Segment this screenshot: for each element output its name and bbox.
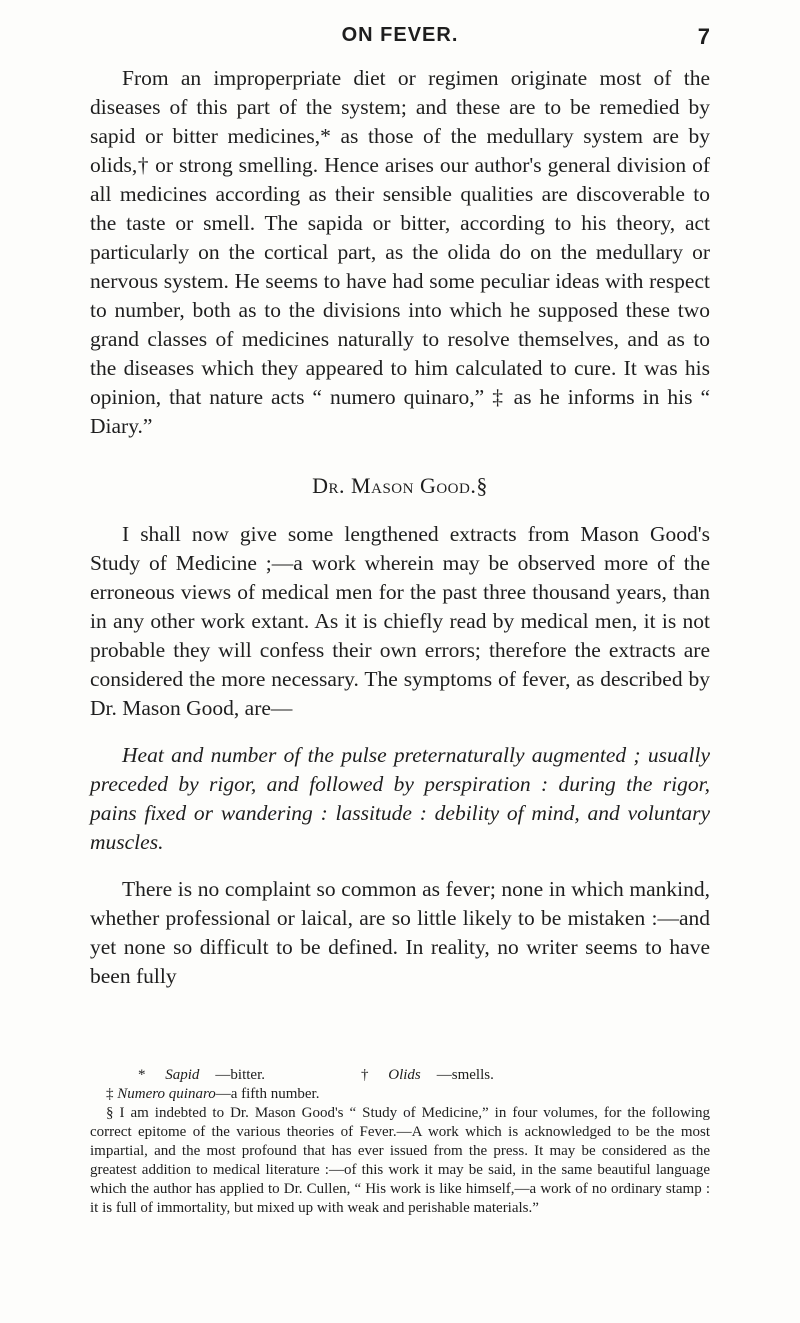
- body-text: [90, 64, 710, 991]
- running-header: [90, 24, 710, 52]
- footnote-marker-star: *: [138, 1067, 146, 1083]
- footnote-term: Sapid: [165, 1067, 200, 1083]
- fever-definition: Heat and number of the pulse preternaturally augmented ; usually preceded by rigor, and followed by perspiration : during the rigor, pains fixed or wandering : lassitude : debility of mind, and voluntary muscles.: [90, 743, 710, 854]
- section-heading-mason-good: Dr. Mason Good.§: [312, 473, 488, 498]
- footnotes: [90, 1066, 710, 1218]
- footnote-term: Olids: [388, 1067, 421, 1083]
- footnote-marker-dagger: †: [361, 1067, 369, 1083]
- paragraph-common-complaint: There is no complaint so common as fever; none in which mankind, whether professional or laical, are so little likely to be mistaken :—and yet none so difficult to be defined. In reality, no writer seems to have been fully: [90, 877, 710, 988]
- footnote-marker-double-dagger: ‡: [106, 1086, 114, 1102]
- page-number: 7: [697, 24, 710, 49]
- footnote-numero-quinaro: [90, 1085, 710, 1104]
- footnote-term: Numero quinaro: [117, 1086, 216, 1102]
- footnote-gloss: —smells.: [436, 1067, 494, 1083]
- footnote-mason-good: [90, 1104, 710, 1218]
- footnote-marker-section: §: [106, 1105, 114, 1121]
- footnote-text: I am indebted to Dr. Mason Good's “ Study of Medicine,” in four volumes, for the following correct epitome of the various theories of Fever.—A work which is acknowledged to be the most impartial, and the most profound that has ever issued from the press. It may be considered as the greatest addition to medical literature :—of this work it may be said, in the same beautiful language which the author has applied to Dr. Cullen, “ His work is like himself,—a work of no ordinary stamp : it is full of immortality, but mixed up with weak and perishable materials.”: [90, 1105, 711, 1216]
- footnote-row-1: [90, 1066, 710, 1085]
- running-title: ON FEVER.: [341, 24, 459, 46]
- footnote-gloss: —a fifth number.: [215, 1086, 320, 1102]
- footnote-sapid: [106, 1066, 265, 1085]
- paragraph-study-of-medicine: I shall now give some lengthened extracts from Mason Good's Study of Medicine ;—a work wherein may be observed more of the erroneous views of medical men for the past three thousand years, than in any other work extant. As it is chiefly read by medical men, it is not probable they will confess their own errors; therefore the extracts are considered the more necessary. The symptoms of fever, as described by Dr. Mason Good, are—: [90, 522, 710, 720]
- footnote-gloss: —bitter.: [215, 1067, 265, 1083]
- footnote-olids: [329, 1066, 494, 1085]
- paragraph-diet-regimen: From an improperpriate diet or regimen originate most of the diseases of this part of the system; and these are to be remedied by sapid or bitter medicines,* as those of the medullary system are by olids,† or strong smelling. Hence arises our author's general division of all medicines according as their sensible qualities are discoverable to the taste or smell. The sapida or bitter, according to his theory, act particularly on the cortical part, as the olida do on the medullary or nervous system. He seems to have had some peculiar ideas with respect to number, both as to the divisions into which he supposed these two grand classes of medicines naturally to resolve themselves, and as to the diseases which they appeared to him calculated to cure. It was his opinion, that nature acts “ numero quinaro,” ‡ as he informs in his “ Diary.”: [90, 66, 710, 438]
